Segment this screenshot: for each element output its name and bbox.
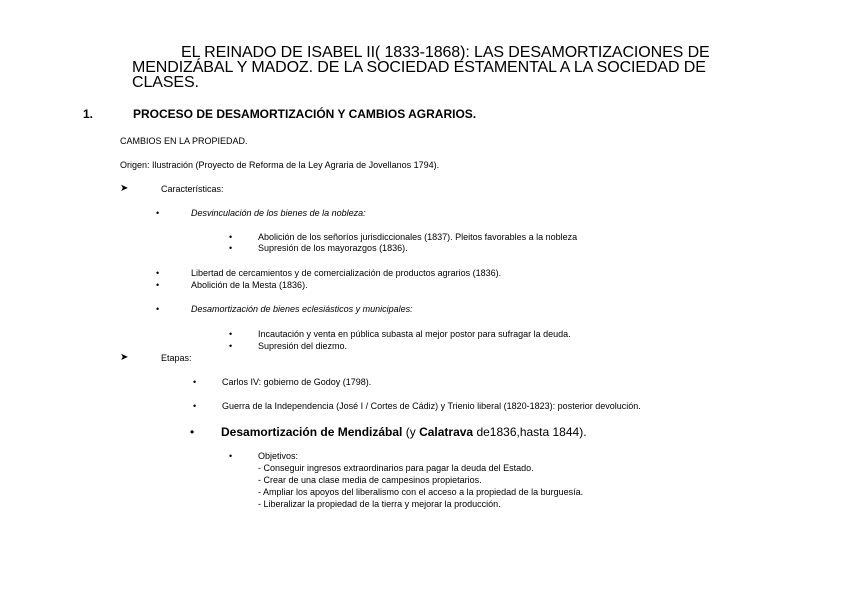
mendizabal-line bbox=[221, 425, 587, 439]
mendizabal-calatrava: Calatrava bbox=[419, 425, 474, 439]
bullet-icon: • bbox=[156, 304, 160, 314]
bullet-icon: • bbox=[229, 329, 233, 339]
objetivo-item: - Conseguir ingresos extraordinarios para pagar la deuda del Estado. bbox=[258, 463, 534, 473]
arrow-bullet-icon: ➤ bbox=[120, 352, 129, 363]
caracteristicas-label: Características: bbox=[161, 184, 224, 194]
bullet-icon: • bbox=[229, 243, 233, 253]
list-item: Abolición de los señoríos jurisdiccionales (1837). Pleitos favorables a la nobleza bbox=[258, 232, 578, 242]
arrow-bullet-icon: ➤ bbox=[120, 183, 129, 194]
etapas-label: Etapas: bbox=[161, 353, 192, 363]
list-item: Incautación y venta en pública subasta al mejor postor para sufragar la deuda. bbox=[258, 329, 571, 339]
bullet-icon: • bbox=[229, 232, 233, 242]
section-heading: PROCESO DE DESAMORTIZACIÓN Y CAMBIOS AGRARIOS. bbox=[133, 107, 477, 121]
cambios-heading: CAMBIOS EN LA PROPIEDAD. bbox=[120, 136, 248, 146]
bullet-icon: • bbox=[229, 341, 233, 351]
origen-text: Origen: Ilustración (Proyecto de Reforma de la Ley Agraria de Jovellanos 1794). bbox=[120, 160, 440, 170]
bullet-icon: • bbox=[156, 280, 160, 290]
bullet-icon: • bbox=[156, 268, 160, 278]
section-number: 1. bbox=[83, 107, 94, 121]
bullet-icon: • bbox=[156, 208, 160, 218]
guerra-text: Guerra de la Independencia (José I / Cortes de Cádiz) y Trienio liberal (1820-1823): posterior devolución. bbox=[222, 401, 641, 411]
list-item: Supresión de los mayorazgos (1836). bbox=[258, 243, 408, 253]
mesta-text: Abolición de la Mesta (1836). bbox=[191, 280, 308, 290]
title-line-2: MENDIZÁBAL Y MADOZ. DE LA SOCIEDAD ESTAMENTAL A LA SOCIEDAD DE bbox=[132, 59, 706, 76]
objetivo-item: - Ampliar los apoyos del liberalismo con el acceso a la propiedad de la burguesía. bbox=[258, 487, 584, 497]
title-line-3: CLASES. bbox=[132, 74, 199, 91]
desvinculacion-heading: Desvinculación de los bienes de la nobleza: bbox=[191, 208, 366, 218]
objetivo-item: - Liberalizar la propiedad de la tierra y mejorar la producción. bbox=[258, 499, 501, 509]
desamortizacion-heading: Desamortización de bienes eclesiásticos y municipales: bbox=[191, 304, 413, 314]
bullet-icon: • bbox=[193, 401, 197, 411]
objetivo-item: - Crear de una clase media de campesinos propietarios. bbox=[258, 475, 482, 485]
bullet-icon: • bbox=[193, 377, 197, 387]
mendizabal-bold: Desamortización de Mendizábal bbox=[221, 425, 403, 439]
libertad-text: Libertad de cercamientos y de comercialización de productos agrarios (1836). bbox=[191, 268, 502, 278]
objetivos-label: Objetivos: bbox=[258, 451, 299, 461]
mendizabal-paren: (y bbox=[402, 425, 420, 439]
mendizabal-rest: de1836,hasta 1844). bbox=[473, 425, 587, 439]
bullet-icon: • bbox=[229, 451, 233, 461]
list-item: Supresión del diezmo. bbox=[258, 341, 348, 351]
title-line-1: EL REINADO DE ISABEL II( 1833-1868): LAS DESAMORTIZACIONES DE bbox=[181, 44, 710, 61]
carlos-text: Carlos IV: gobierno de Godoy (1798). bbox=[222, 377, 372, 387]
bullet-icon: • bbox=[190, 425, 195, 439]
